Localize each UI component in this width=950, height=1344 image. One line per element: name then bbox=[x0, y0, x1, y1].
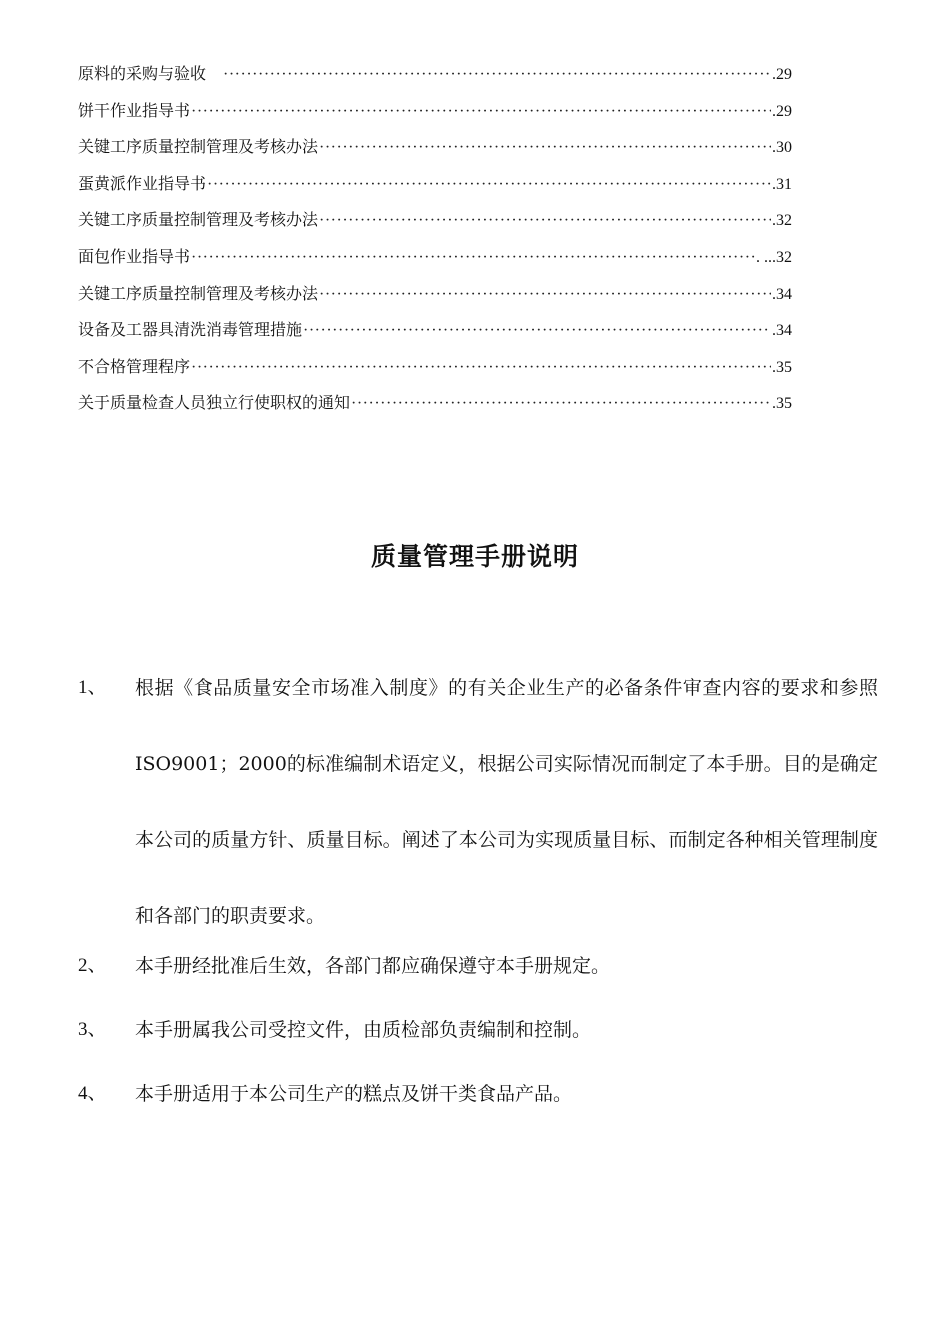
table-of-contents bbox=[78, 60, 792, 426]
note-item bbox=[78, 1008, 878, 1072]
note-text: 本手册经批准后生效，各部门都应确保遵守本手册规定。 bbox=[135, 955, 611, 977]
toc-entry-title: 不合格管理程序 bbox=[78, 356, 191, 376]
toc-leader-dots bbox=[319, 206, 771, 235]
toc-entry[interactable] bbox=[78, 170, 792, 207]
toc-entry-title: 设备及工器具清洗消毒管理措施 bbox=[78, 320, 303, 340]
toc-entry-page: .35 bbox=[772, 395, 792, 413]
toc-entry-page: .35 bbox=[772, 358, 792, 376]
toc-leader-dots bbox=[351, 389, 771, 418]
toc-entry-page: .29 bbox=[772, 102, 792, 120]
note-item bbox=[78, 944, 878, 1008]
note-item bbox=[78, 1072, 878, 1136]
toc-entry-title: 关键工序质量控制管理及考核办法 bbox=[78, 210, 319, 230]
toc-entry-title: 关于质量检查人员独立行使职权的通知 bbox=[78, 393, 351, 413]
note-number: 2、 bbox=[78, 955, 107, 976]
toc-entry-page: .29 bbox=[772, 66, 792, 83]
toc-entry-title: 原料的采购与验收 bbox=[78, 64, 223, 83]
section-heading: 质量管理手册说明 bbox=[370, 542, 579, 571]
toc-entry-page: .34 bbox=[772, 322, 792, 340]
toc-leader-dots bbox=[191, 353, 771, 382]
toc-entry-page: .34 bbox=[772, 285, 792, 303]
note-number: 3、 bbox=[78, 1019, 107, 1040]
note-text: 本手册属我公司受控文件，由质检部负责编制和控制。 bbox=[135, 1019, 592, 1041]
toc-entry-title: 饼干作业指导书 bbox=[78, 100, 191, 120]
toc-leader-dots bbox=[319, 133, 771, 162]
note-number: 1、 bbox=[78, 677, 107, 698]
toc-entry[interactable] bbox=[78, 133, 792, 170]
toc-leader-dots bbox=[207, 170, 771, 199]
toc-entry-title: 面包作业指导书 bbox=[78, 246, 191, 266]
toc-entry-title: 关键工序质量控制管理及考核办法 bbox=[78, 283, 319, 303]
note-number: 4、 bbox=[78, 1083, 107, 1104]
toc-entry[interactable] bbox=[78, 353, 792, 390]
toc-entry-page: .32 bbox=[772, 212, 792, 230]
toc-leader-dots bbox=[191, 243, 755, 272]
toc-entry[interactable] bbox=[78, 206, 792, 243]
toc-entry[interactable] bbox=[78, 60, 792, 97]
manual-notes-list bbox=[78, 666, 878, 1136]
toc-entry[interactable] bbox=[78, 243, 792, 280]
toc-leader-dots bbox=[191, 97, 771, 126]
toc-entry-page: . ...32 bbox=[756, 248, 792, 266]
toc-entry-title: 蛋黄派作业指导书 bbox=[78, 173, 207, 193]
toc-leader-dots bbox=[319, 280, 771, 309]
toc-entry-page: .30 bbox=[772, 139, 792, 157]
toc-entry-title: 关键工序质量控制管理及考核办法 bbox=[78, 137, 319, 157]
toc-leader-dots bbox=[223, 60, 771, 89]
note-item bbox=[78, 666, 878, 954]
toc-entry[interactable] bbox=[78, 280, 792, 317]
note-text: 本手册适用于本公司生产的糕点及饼干类食品产品。 bbox=[135, 1083, 573, 1105]
toc-entry-page: .31 bbox=[772, 175, 792, 193]
note-text: 根据《食品质量安全市场准入制度》的有关企业生产的必备条件审查内容的要求和参照ISO9001；2000的标准编制术语定义，根据公司实际情况而制定了本手册。目的是确定本公司的质量方针、质量目标。阐述了本公司为实现质量目标、而制定各种相关管理制度和各部门的职责要求。 bbox=[135, 677, 878, 927]
toc-entry[interactable] bbox=[78, 97, 792, 134]
toc-entry[interactable] bbox=[78, 389, 792, 426]
toc-entry[interactable] bbox=[78, 316, 792, 353]
toc-leader-dots bbox=[303, 316, 771, 345]
